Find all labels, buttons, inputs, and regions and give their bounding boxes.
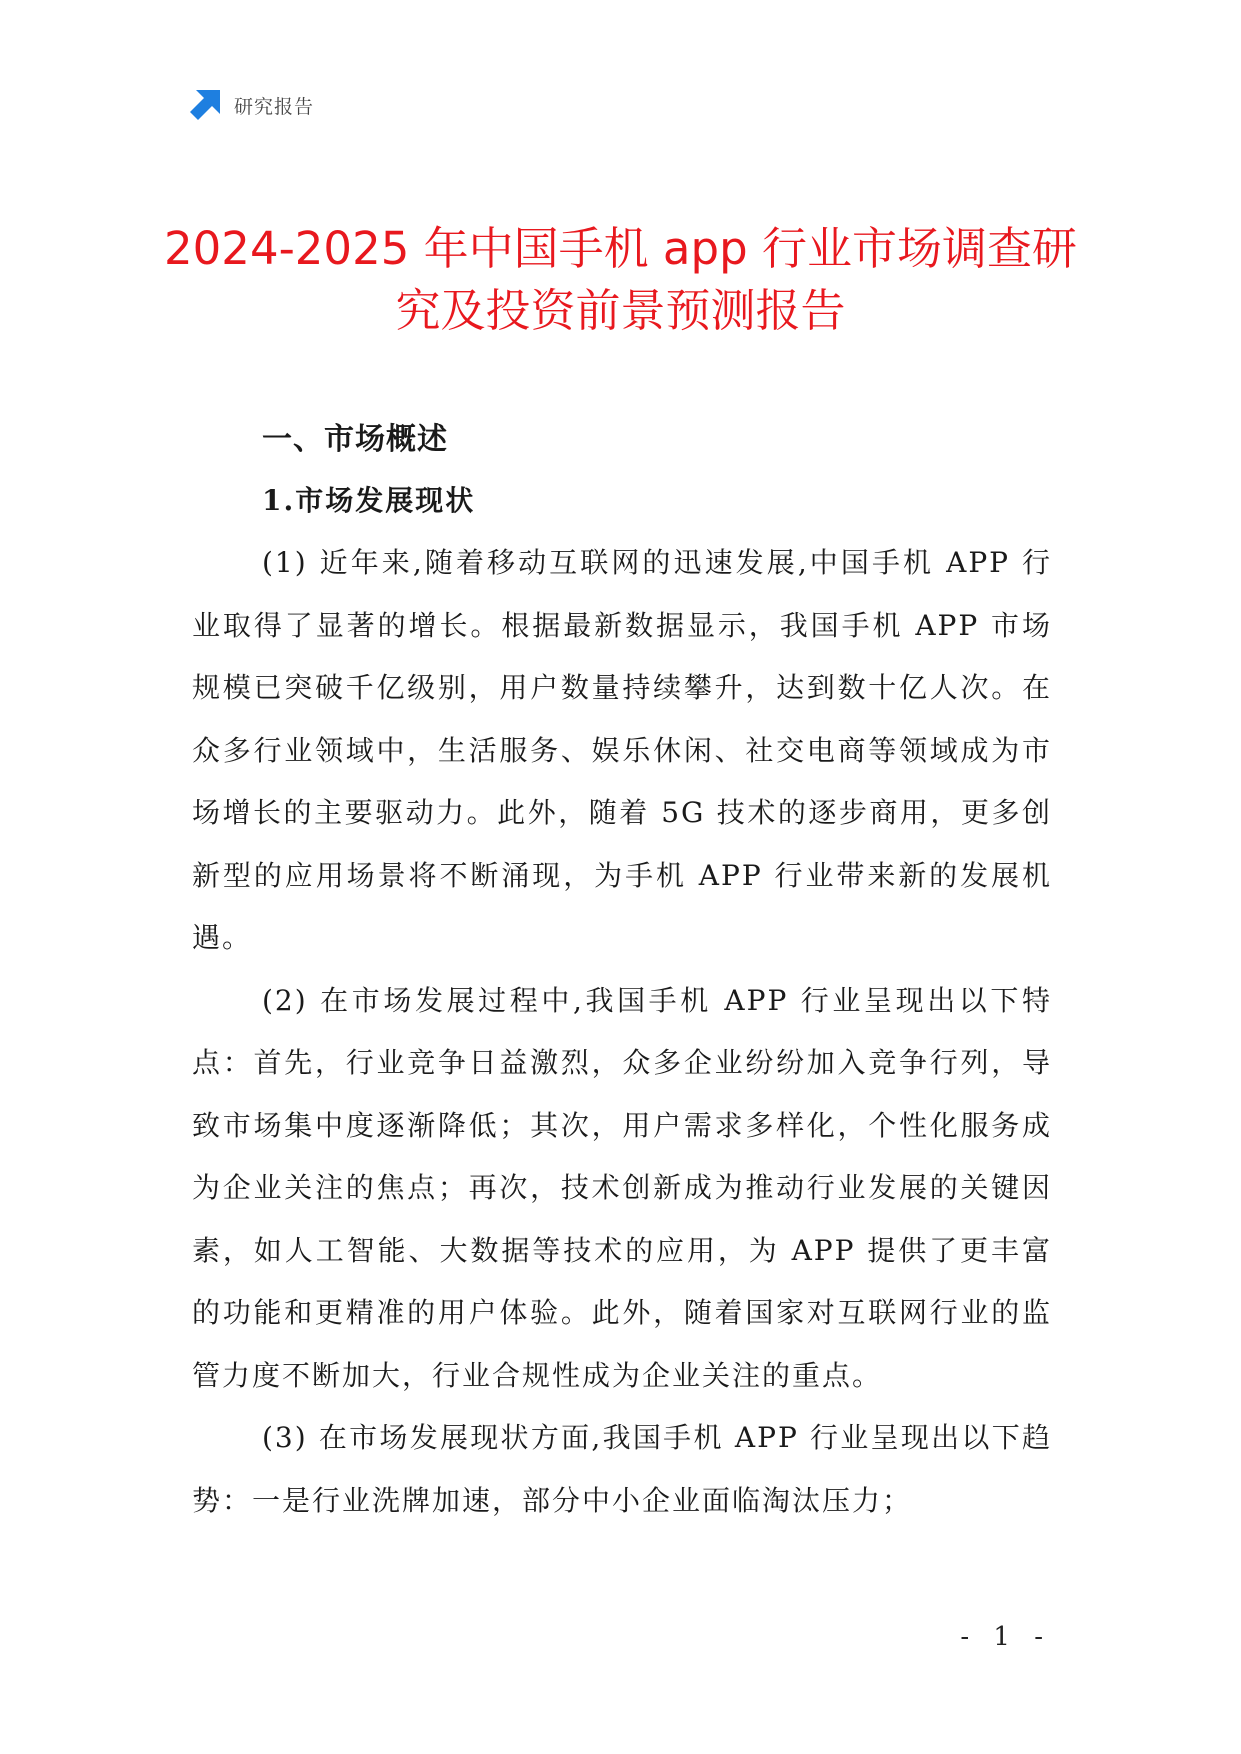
report-header — [190, 90, 314, 120]
body-content — [192, 410, 1052, 1532]
page-number: - 1 - — [960, 1622, 1051, 1652]
paragraph-2: (2) 在市场发展过程中,我国手机 APP 行业呈现出以下特点：首先，行业竞争日益激烈，众多企业纷纷加入竞争行列，导致市场集中度逐渐降低；其次，用户需求多样化，个性化服务成为企业关注的焦点；再次，技术创新成为推动行业发展的关键因素，如人工智能、大数据等技术的应用，为 APP 提供了更丰富的功能和更精准的用户体验。此外，随着国家对互联网行业的监管力度不断加大，行业合规性成为企业关注的重点。 — [192, 983, 1052, 1392]
paragraph-1: (1) 近年来,随着移动互联网的迅速发展,中国手机 APP 行业取得了显著的增长。根据最新数据显示，我国手机 APP 市场规模已突破千亿级别，用户数量持续攀升，达到数十亿人次。在众多行业领域中，生活服务、娱乐休闲、社交电商等领域成为市场增长的主要驱动力。此外，随着 5G 技术的逐步商用，更多创新型的应用场景将不断涌现，为手机 APP 行业带来新的发展机遇。 — [192, 546, 1052, 954]
paragraph-3: (3) 在市场发展现状方面,我国手机 APP 行业呈现出以下趋势：一是行业洗牌加速，部分中小企业面临淘汰压力； — [192, 1421, 1052, 1517]
subsection-heading: 1.市场发展现状 — [262, 484, 476, 517]
title-line-1: 2024-2025 年中国手机 app 行业市场调查研 — [164, 222, 1077, 275]
header-label: 研究报告 — [234, 95, 315, 118]
title-line-2: 究及投资前景预测报告 — [395, 284, 846, 337]
arrow-up-right-icon — [190, 90, 220, 120]
page-title — [150, 218, 1091, 342]
section-heading: 一、市场概述 — [262, 422, 448, 457]
